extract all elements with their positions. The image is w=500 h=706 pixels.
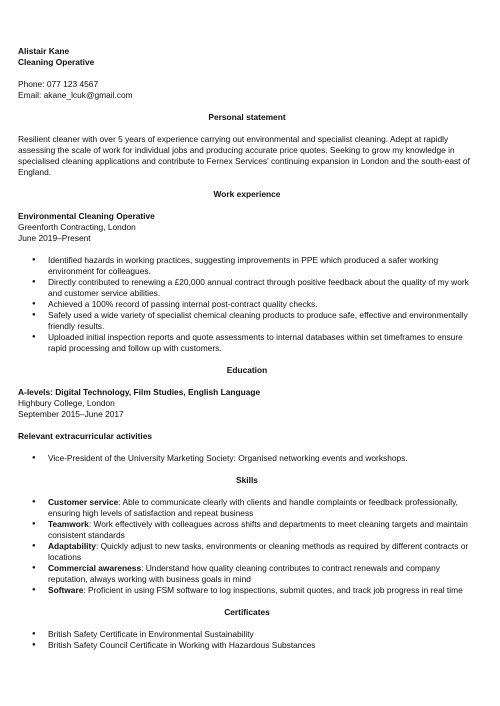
skills-heading: Skills <box>236 475 258 485</box>
work-experience-heading: Work experience <box>213 189 281 199</box>
skill-name: Adaptability <box>48 541 96 551</box>
email-line: Email: akane_lcuk@gmail.com <box>18 90 133 100</box>
personal-statement-text: Resilient cleaner with over 5 years of experience carrying out environmental and specialist cleaning. Adept at rapidly assessing the scale of work for individual jobs and producing accurate price quotes. Seeking to grow my knowledge in specialised cleaning applications and contribute to Fernex Services' continuing expansion in London and the south-east of England. <box>18 134 470 177</box>
certificates-heading: Certificates <box>224 607 270 617</box>
qualification: A-levels: Digital Technology, Film Studies, English Language <box>18 387 261 397</box>
skill-name: Teamwork <box>48 519 89 529</box>
education-heading: Education <box>226 365 268 375</box>
education-dates: September 2015–June 2017 <box>18 409 124 419</box>
list-item: ● Uploaded initial inspection reports and quote assessments to internal databases within set timeframes to ensure rapid processing and follow up with customers. <box>18 332 476 354</box>
list-item: ● Achieved a 100% record of passing internal post-contract quality checks. <box>18 299 476 310</box>
skill-description: : Quickly adjust to new tasks, environments or cleaning methods as required by different contracts or locations <box>48 541 469 562</box>
skill-item <box>18 585 476 596</box>
job-dates: June 2019–Present <box>18 233 91 243</box>
candidate-name: Alistair Kane <box>18 46 70 56</box>
extracurricular-heading: Relevant extracurricular activities <box>18 431 153 441</box>
list-item: ● British Safety Council Certificate in Working with Hazardous Substances <box>18 640 476 651</box>
list-item: ● Directly contributed to renewing a £20,000 annual contract through positive feedback about the quality of my work and customer service abilities. <box>18 277 476 299</box>
skill-item <box>18 563 476 585</box>
personal-statement-heading: Personal statement <box>208 112 286 122</box>
skills-list <box>18 497 476 596</box>
school: Highbury College, London <box>18 398 115 408</box>
skill-description: : Understand how quality cleaning contributes to contract renewals and company reputation, always working with business goals in mind <box>48 563 440 584</box>
cv-document <box>18 46 476 651</box>
work-bullets <box>18 255 476 354</box>
skill-name: Commercial awareness <box>48 563 142 573</box>
skill-item <box>18 497 476 519</box>
skill-item <box>18 519 476 541</box>
certificates-list <box>18 629 476 651</box>
list-item: ● Safely used a wide variety of specialist chemical cleaning products to produce safe, effective and environmentally friendly results. <box>18 310 476 332</box>
skill-name: Software <box>48 585 84 595</box>
list-item: ● British Safety Certificate in Environmental Sustainability <box>18 629 476 640</box>
skill-name: Customer service <box>48 497 119 507</box>
skill-description: : Work effectively with colleagues across shifts and departments to meet cleaning targets and maintain consistent standards <box>48 519 468 540</box>
extracurricular-list <box>18 453 476 464</box>
job-title: Environmental Cleaning Operative <box>18 211 155 221</box>
skill-item <box>18 541 476 563</box>
phone-line: Phone: 077 123 4567 <box>18 79 99 89</box>
candidate-title: Cleaning Operative <box>18 57 95 67</box>
skill-description: : Proficient in using FSM software to log inspections, submit quotes, and track job progress in real time <box>83 585 463 595</box>
list-item: ● Identified hazards in working practices, suggesting improvements in PPE which produced a safer working environment for colleagues. <box>18 255 476 277</box>
list-item: ● Vice-President of the University Marketing Society: Organised networking events and workshops. <box>18 453 476 464</box>
job-company: Greenforth Contracting, London <box>18 222 136 232</box>
skill-description: : Able to communicate clearly with clients and handle complaints or feedback professionally, ensuring high levels of satisfaction and repeat business <box>48 497 458 518</box>
